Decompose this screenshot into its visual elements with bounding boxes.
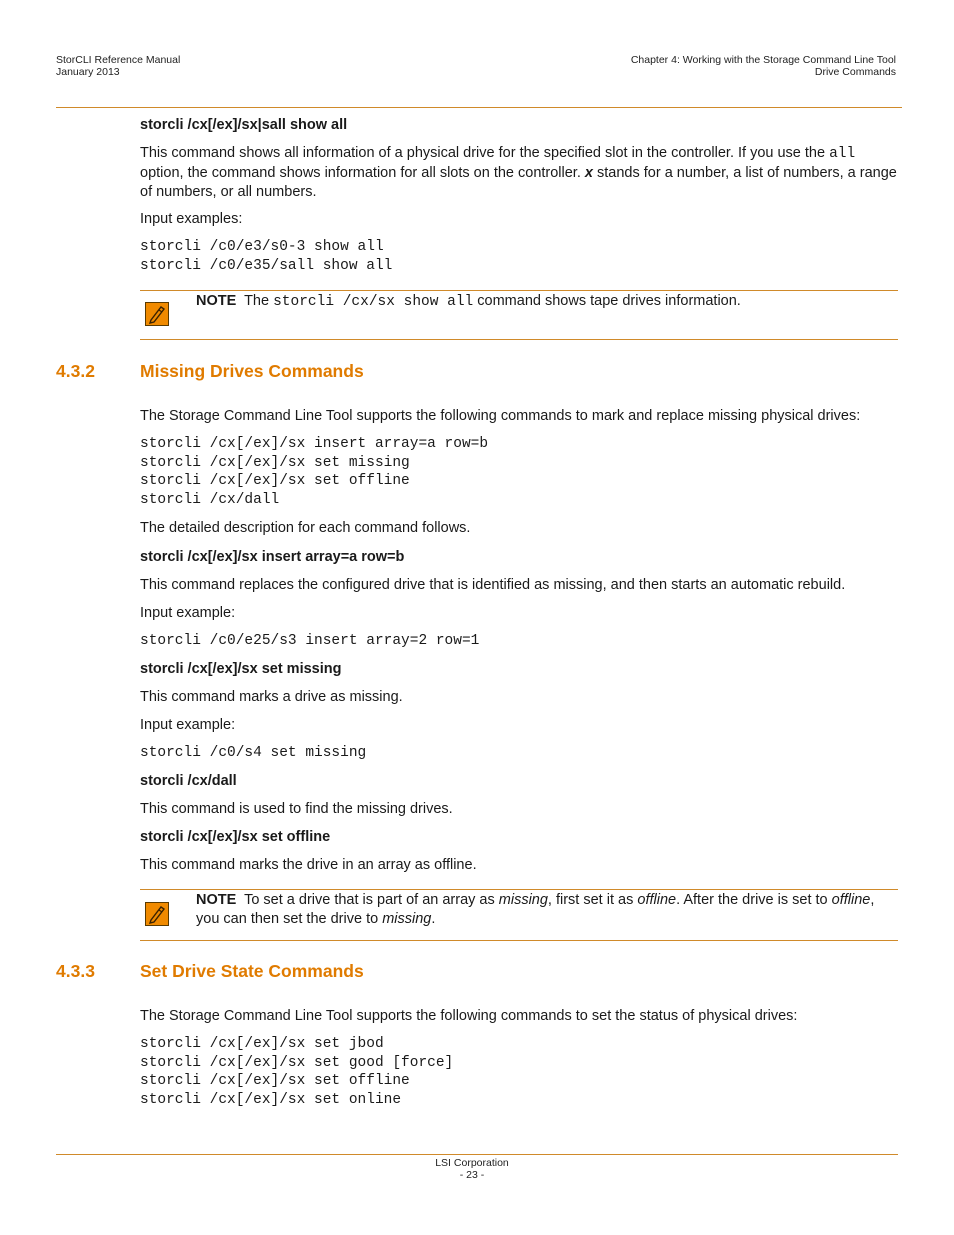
footer-company: LSI Corporation	[435, 1157, 509, 1169]
code-line: storcli /cx[/ex]/sx set online	[140, 1092, 402, 1109]
note-label: NOTE	[196, 892, 237, 908]
set-missing-code: storcli /c0/s4 set missing	[140, 745, 367, 761]
set-missing-heading: storcli /cx[/ex]/sx set missing	[140, 661, 342, 677]
dall-description: This command is used to find the missing drives.	[140, 801, 453, 817]
code-line: storcli /cx[/ex]/sx set offline	[140, 473, 410, 490]
section-title: Set Drive State Commands	[140, 961, 364, 981]
code-line: storcli /cx[/ex]/sx insert array=a row=b	[140, 436, 489, 452]
sall-input-label: Input examples:	[140, 211, 243, 227]
section-heading-4-3-2	[56, 361, 364, 382]
section-title: Drive Commands	[814, 66, 896, 78]
note-pencil-icon	[145, 902, 169, 926]
section-number: 4.3.2	[56, 361, 95, 381]
note-box	[140, 889, 898, 941]
section-intro: The Storage Command Line Tool supports the following commands to set the status of physical drives:	[140, 1008, 798, 1024]
note-pencil-icon	[145, 302, 169, 326]
set-missing-description: This command marks a drive as missing.	[140, 689, 403, 705]
code-line: storcli /cx/dall	[140, 492, 280, 509]
header-rule	[56, 107, 902, 108]
running-header-left	[56, 54, 180, 78]
page-footer	[0, 1157, 944, 1181]
note-box	[140, 290, 898, 340]
insert-input-label: Input example:	[140, 605, 236, 621]
note-label: NOTE	[196, 293, 237, 309]
insert-description: This command replaces the configured drive that is identified as missing, and then starts an automatic rebuild.	[140, 577, 846, 593]
code-line: storcli /c0/e3/s0-3 show all	[140, 239, 384, 255]
section-number: 4.3.3	[56, 961, 95, 981]
code-line: storcli /cx[/ex]/sx set missing	[140, 454, 410, 471]
insert-code: storcli /c0/e25/s3 insert array=2 row=1	[140, 633, 480, 649]
chapter-title: Chapter 4: Working with the Storage Command Line Tool	[630, 54, 896, 66]
set-offline-description: This command marks the drive in an array as offline.	[140, 857, 477, 873]
followup-text: The detailed description for each command follows.	[140, 520, 471, 536]
set-missing-input-label: Input example:	[140, 717, 236, 733]
code-line: storcli /c0/e35/sall show all	[140, 257, 393, 274]
footer-rule	[56, 1154, 898, 1155]
note-text: NOTE To set a drive that is part of an array as missing, first set it as offline. After the drive is set to offline, you can then set the drive to missing.	[196, 892, 875, 927]
all-keyword: all	[829, 146, 856, 162]
manual-title: StorCLI Reference Manual	[56, 54, 181, 66]
section-intro: The Storage Command Line Tool supports the following commands to mark and replace missing physical drives:	[140, 408, 861, 424]
x-variable: x	[584, 165, 593, 181]
insert-heading: storcli /cx[/ex]/sx insert array=a row=b	[140, 549, 405, 565]
missing-commands-code	[140, 435, 488, 510]
running-header-right	[631, 54, 896, 78]
note-code: storcli /cx/sx show all	[273, 294, 474, 310]
sall-heading: storcli /cx[/ex]/sx|sall show all	[140, 117, 348, 133]
code-line: storcli /cx[/ex]/sx set good [force]	[140, 1054, 454, 1071]
code-line: storcli /cx[/ex]/sx set offline	[140, 1073, 410, 1090]
section-heading-4-3-3	[56, 961, 364, 982]
code-line: storcli /cx[/ex]/sx set jbod	[140, 1036, 384, 1052]
set-offline-heading: storcli /cx[/ex]/sx set offline	[140, 829, 331, 845]
sall-code-block	[140, 238, 392, 275]
manual-date: January 2013	[56, 66, 120, 78]
section-title: Missing Drives Commands	[140, 361, 364, 381]
page-number: - 23 -	[459, 1169, 485, 1181]
sall-description: This command shows all information of a physical drive for the specified slot in the controller. If you use the all option, the command shows information for all slots on the controller. x stands for a number, a list of numbers, a range of numbers, or all numbers.	[140, 145, 897, 200]
note-text: NOTE The storcli /cx/sx show all command shows tape drives information.	[196, 293, 741, 310]
drive-state-commands-code	[140, 1035, 453, 1110]
dall-heading: storcli /cx/dall	[140, 773, 237, 789]
